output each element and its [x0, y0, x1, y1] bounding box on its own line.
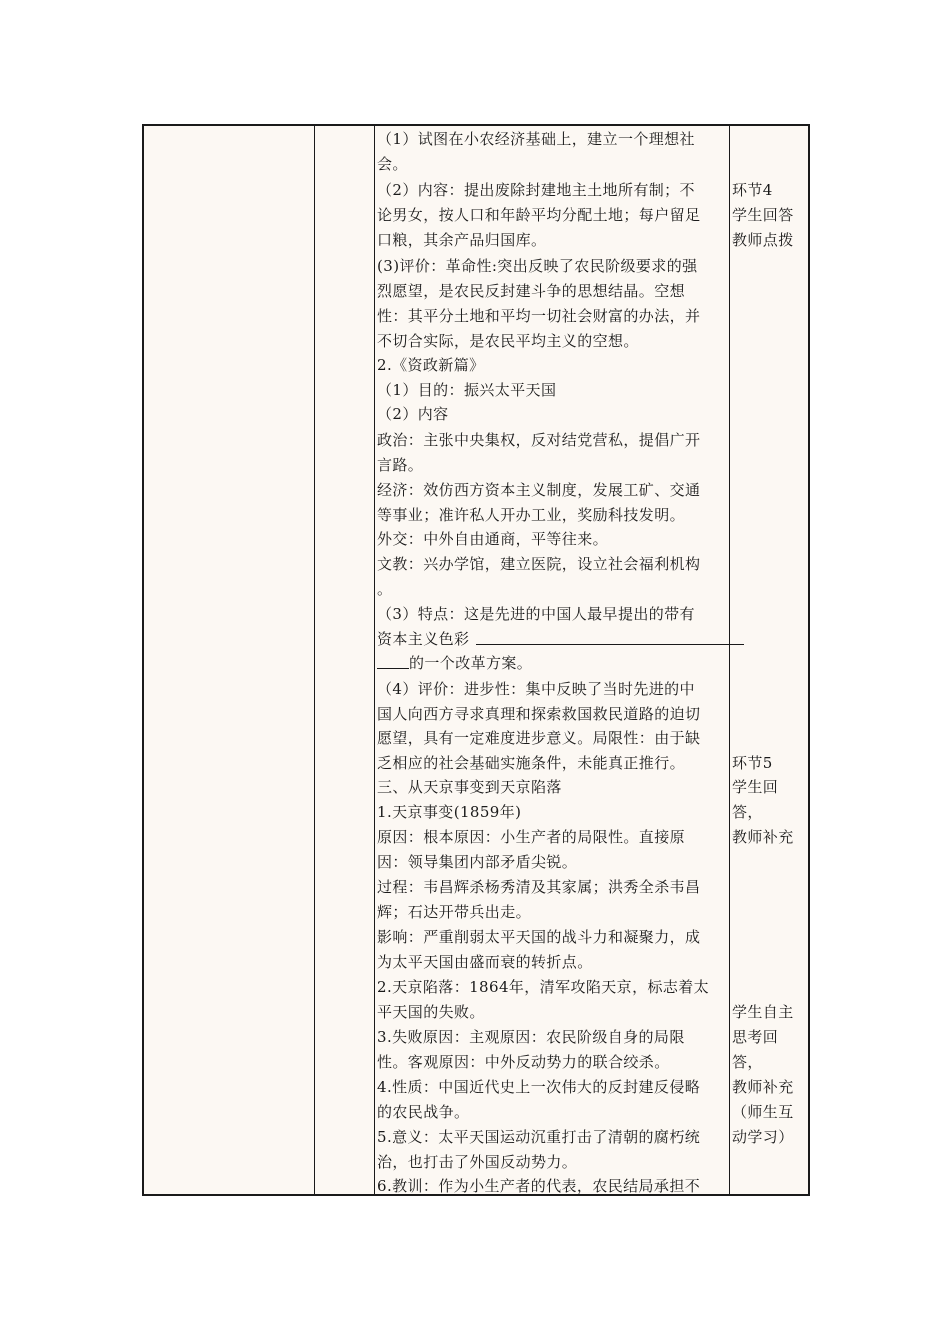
- content-line: 会。: [377, 155, 408, 173]
- note-line: 思考回: [732, 1028, 779, 1046]
- content-line: 治，也打击了外国反动势力。: [377, 1153, 578, 1171]
- content-line: 平天国的失败。: [377, 1003, 485, 1021]
- content-line: （1）目的：振兴太平天国: [377, 381, 557, 399]
- note-line: 教师补充: [732, 1078, 794, 1096]
- content-line: 为太平天国由盛而衰的转折点。: [377, 953, 593, 971]
- notes-column: [730, 126, 810, 1194]
- content-line: 乏相应的社会基础实施条件，未能真正推行。: [377, 754, 686, 772]
- note-line: 教师点拨: [732, 231, 794, 249]
- content-line: （4）评价：进步性：集中反映了当时先进的中: [377, 680, 695, 698]
- content-line: 影响：严重削弱太平天国的战斗力和凝聚力，成: [377, 928, 701, 946]
- content-line: 国人向西方寻求真理和探索救国救民道路的迫切: [377, 705, 701, 723]
- content-column: [375, 126, 730, 1194]
- content-line: 4.性质：中国近代史上一次伟大的反封建反侵略: [377, 1078, 701, 1096]
- content-line: 。: [377, 580, 393, 598]
- table-column-blank-1: [144, 126, 315, 1194]
- note-line: 环节5: [732, 754, 773, 772]
- fill-in-blank-line: [476, 644, 744, 645]
- note-line: 答，: [732, 803, 763, 821]
- content-line: 6.教训：作为小生产者的代表，农民结局承担不: [377, 1177, 701, 1195]
- content-line: （3）特点：这是先进的中国人最早提出的带有: [377, 605, 695, 623]
- note-line: 环节4: [732, 181, 773, 199]
- content-line: 性：其平分土地和平均一切社会财富的办法，并: [377, 307, 701, 325]
- content-line: （1）试图在小农经济基础上，建立一个理想社: [377, 130, 695, 148]
- note-line: 教师补充: [732, 828, 794, 846]
- content-line: 经济：效仿西方资本主义制度，发展工矿、交通: [377, 481, 701, 499]
- content-line-text: 的一个改革方案。: [409, 654, 533, 672]
- note-line: 学生回: [732, 778, 779, 796]
- content-line: 愿望，具有一定难度进步意义。局限性：由于缺: [377, 729, 701, 747]
- content-line: 不切合实际，是农民平均主义的空想。: [377, 332, 639, 350]
- lesson-table: [142, 124, 810, 1196]
- content-line: 等事业；准许私人开办工业，奖励科技发明。: [377, 506, 686, 524]
- content-line: [377, 651, 532, 676]
- content-line: 辉；石达开带兵出走。: [377, 903, 532, 921]
- content-line: 1.天京事变(1859年): [377, 803, 522, 821]
- content-line: 烈愿望，是农民反封建斗争的思想结晶。空想: [377, 282, 686, 300]
- content-line: 原因：根本原因：小生产者的局限性。直接原: [377, 828, 686, 846]
- content-line: 政治：主张中央集权，反对结党营私，提倡广开: [377, 431, 701, 449]
- note-line: 答，: [732, 1053, 763, 1071]
- content-line: 过程：韦昌辉杀杨秀清及其家属；洪秀全杀韦昌: [377, 878, 701, 896]
- content-line: 5.意义：太平天国运动沉重打击了清朝的腐朽统: [377, 1128, 701, 1146]
- content-line: 2.《资政新篇》: [377, 356, 485, 374]
- content-line: 性。客观原因：中外反动势力的联合绞杀。: [377, 1053, 670, 1071]
- content-line: 外交：中外自由通商，平等往来。: [377, 530, 609, 548]
- note-line: 学生自主: [732, 1003, 794, 1021]
- content-line: 2.天京陷落：1864年，清军攻陷天京，标志着太: [377, 978, 710, 996]
- content-line: 口粮，其余产品归国库。: [377, 231, 547, 249]
- fill-in-blank-line: [377, 651, 409, 669]
- note-line: 动学习）: [732, 1128, 794, 1146]
- note-line: （师生互: [732, 1103, 794, 1121]
- content-line: 文教：兴办学馆，建立医院，设立社会福利机构: [377, 555, 701, 573]
- note-line: 学生回答: [732, 206, 794, 224]
- section-heading: 三、从天京事变到天京陷落: [377, 778, 562, 796]
- content-line: 的农民战争。: [377, 1103, 470, 1121]
- content-line: （2）内容：提出废除封建地主土地所有制；不: [377, 181, 695, 199]
- content-line: 资本主义色彩: [377, 630, 470, 648]
- content-line: 因：领导集团内部矛盾尖锐。: [377, 853, 578, 871]
- content-line: 论男女，按人口和年龄平均分配土地；每户留足: [377, 206, 701, 224]
- content-line: 言路。: [377, 456, 424, 474]
- table-column-blank-2: [315, 126, 375, 1194]
- content-line: (3)评价：革命性:突出反映了农民阶级要求的强: [377, 257, 698, 275]
- content-line: 3.失败原因：主观原因：农民阶级自身的局限: [377, 1028, 685, 1046]
- content-line: （2）内容: [377, 405, 449, 423]
